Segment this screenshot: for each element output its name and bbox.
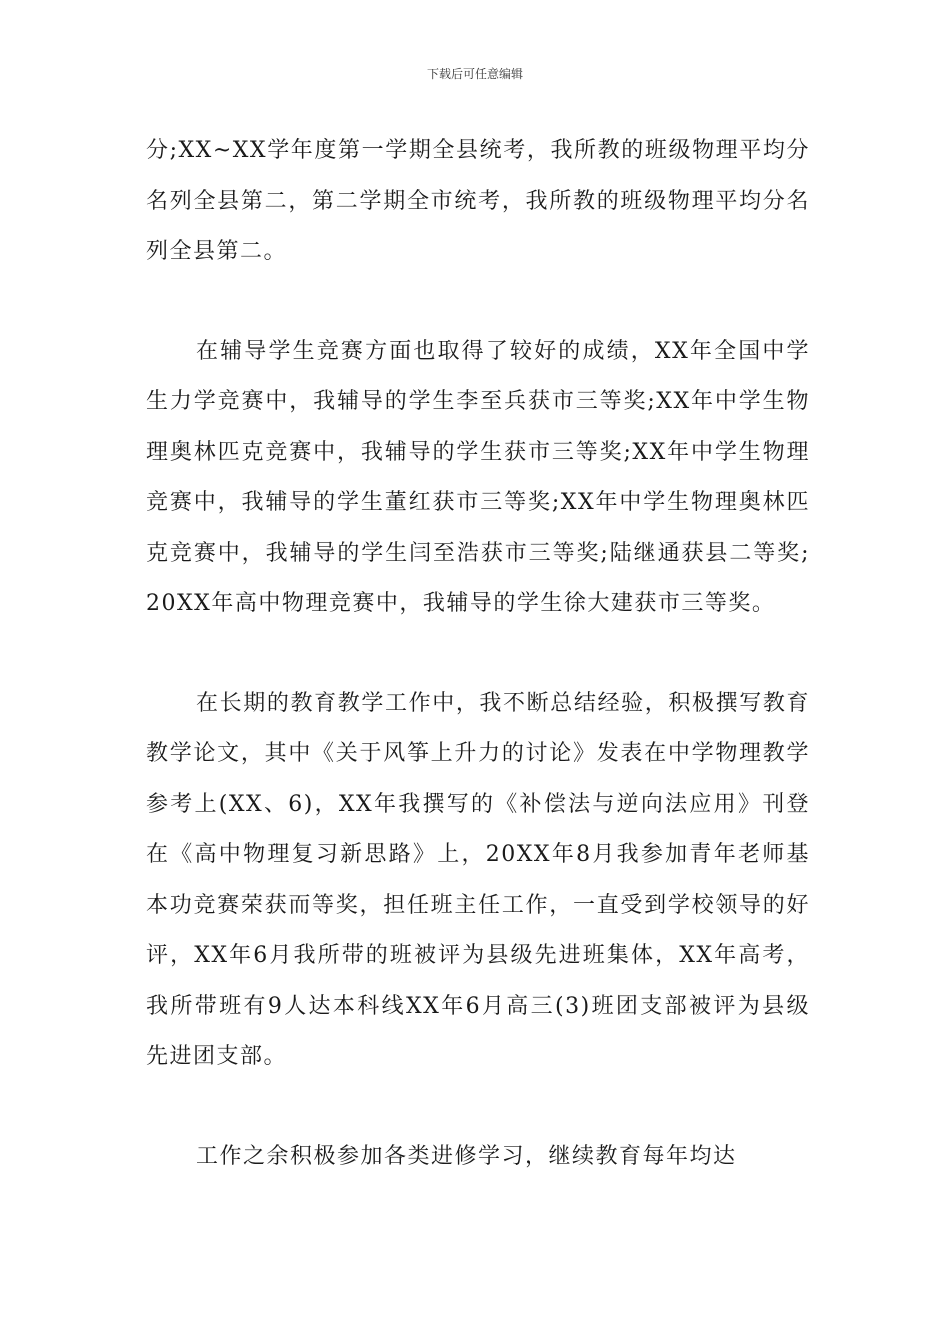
paragraph-papers-and-awards: 在长期的教育教学工作中，我不断总结经验，积极撰写教育教学论文，其中《关于风筝上升力的讨论》发表在中学物理教学参考上(XX、6)，XX年我撰写的《补偿法与逆向法应用》刊登在《高中物理复习新思路》上，20XX年8月我参加青年老师基本功竞赛荣获而等奖，担任班主任工作，一直受到学校领导的好评，XX年6月我所带的班被评为县级先进班集体，XX年高考，我所带班有9人达本科线XX年6月高三(3)班团支部被评为县级先进团支部。 xyxy=(146,690,810,1069)
document-body xyxy=(146,126,810,1182)
paragraph-gap xyxy=(146,630,810,679)
paragraph-further-study: 工作之余积极参加各类进修学习，继续教育每年均达 xyxy=(196,1143,737,1169)
paragraph-gap xyxy=(146,1083,810,1132)
paragraph-gap xyxy=(146,278,810,327)
page-header: 下载后可任意编辑 xyxy=(426,67,523,81)
paragraph-competitions: 在辅导学生竞赛方面也取得了较好的成绩，XX年全国中学生力学竞赛中，我辅导的学生李至兵获市三等奖;XX年中学生物理奥林匹克竞赛中，我辅导的学生获市三等奖;XX年中学生物理竞赛中，我辅导的学生董红获市三等奖;XX年中学生物理奥林匹克竞赛中，我辅导的学生闫至浩获市三等奖;陆继通获县二等奖;20XX年高中物理竞赛中，我辅导的学生徐大建获市三等奖。 xyxy=(146,338,810,616)
paragraph-exam-results: 分;XX~XX学年度第一学期全县统考，我所教的班级物理平均分名列全县第二，第二学期全市统考，我所教的班级物理平均分名列全县第二。 xyxy=(146,138,810,264)
